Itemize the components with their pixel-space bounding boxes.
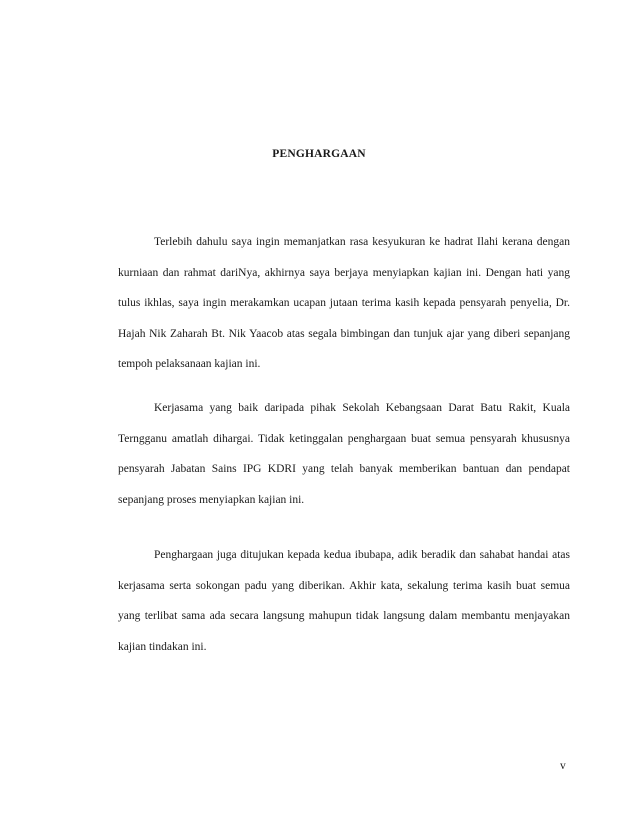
paragraph-acknowledgement-school (118, 393, 570, 515)
paragraph-text: Kerjasama yang baik daripada pihak Sekolah Kebangsaan Darat Batu Rakit, Kuala Terngganu amatlah dihargai. Tidak ketinggalan penghargaan buat semua pensyarah khususnya pensyarah Jabatan Sains IPG KDRI yang telah banyak memberikan bantuan dan pendapat sepanjang proses menyiapkan kajian ini. (118, 402, 570, 506)
paragraph-acknowledgement-family (118, 540, 570, 662)
page-title: PENGHARGAAN (272, 148, 366, 160)
page-number: v (560, 760, 566, 772)
paragraph-acknowledgement-supervisor (118, 227, 570, 380)
paragraph-text: Penghargaan juga ditujukan kepada kedua ibubapa, adik beradik dan sahabat handai atas kerjasama serta sokongan padu yang diberikan. Akhir kata, sekalung terima kasih buat semua yang terlibat sama ada secara langsung mahupun tidak langsung dalam membantu menjayakan kajian tindakan ini. (118, 549, 570, 653)
paragraph-text: Terlebih dahulu saya ingin memanjatkan rasa kesyukuran ke hadrat Ilahi kerana dengan kurniaan dan rahmat dariNya, akhirnya saya berjaya menyiapkan kajian ini. Dengan hati yang tulus ikhlas, saya ingin merakamkan ucapan jutaan terima kasih kepada pensyarah penyelia, Dr. Hajah Nik Zaharah Bt. Nik Yaacob atas segala bimbingan dan tunjuk ajar yang diberi sepanjang tempoh pelaksanaan kajian ini. (118, 236, 570, 370)
